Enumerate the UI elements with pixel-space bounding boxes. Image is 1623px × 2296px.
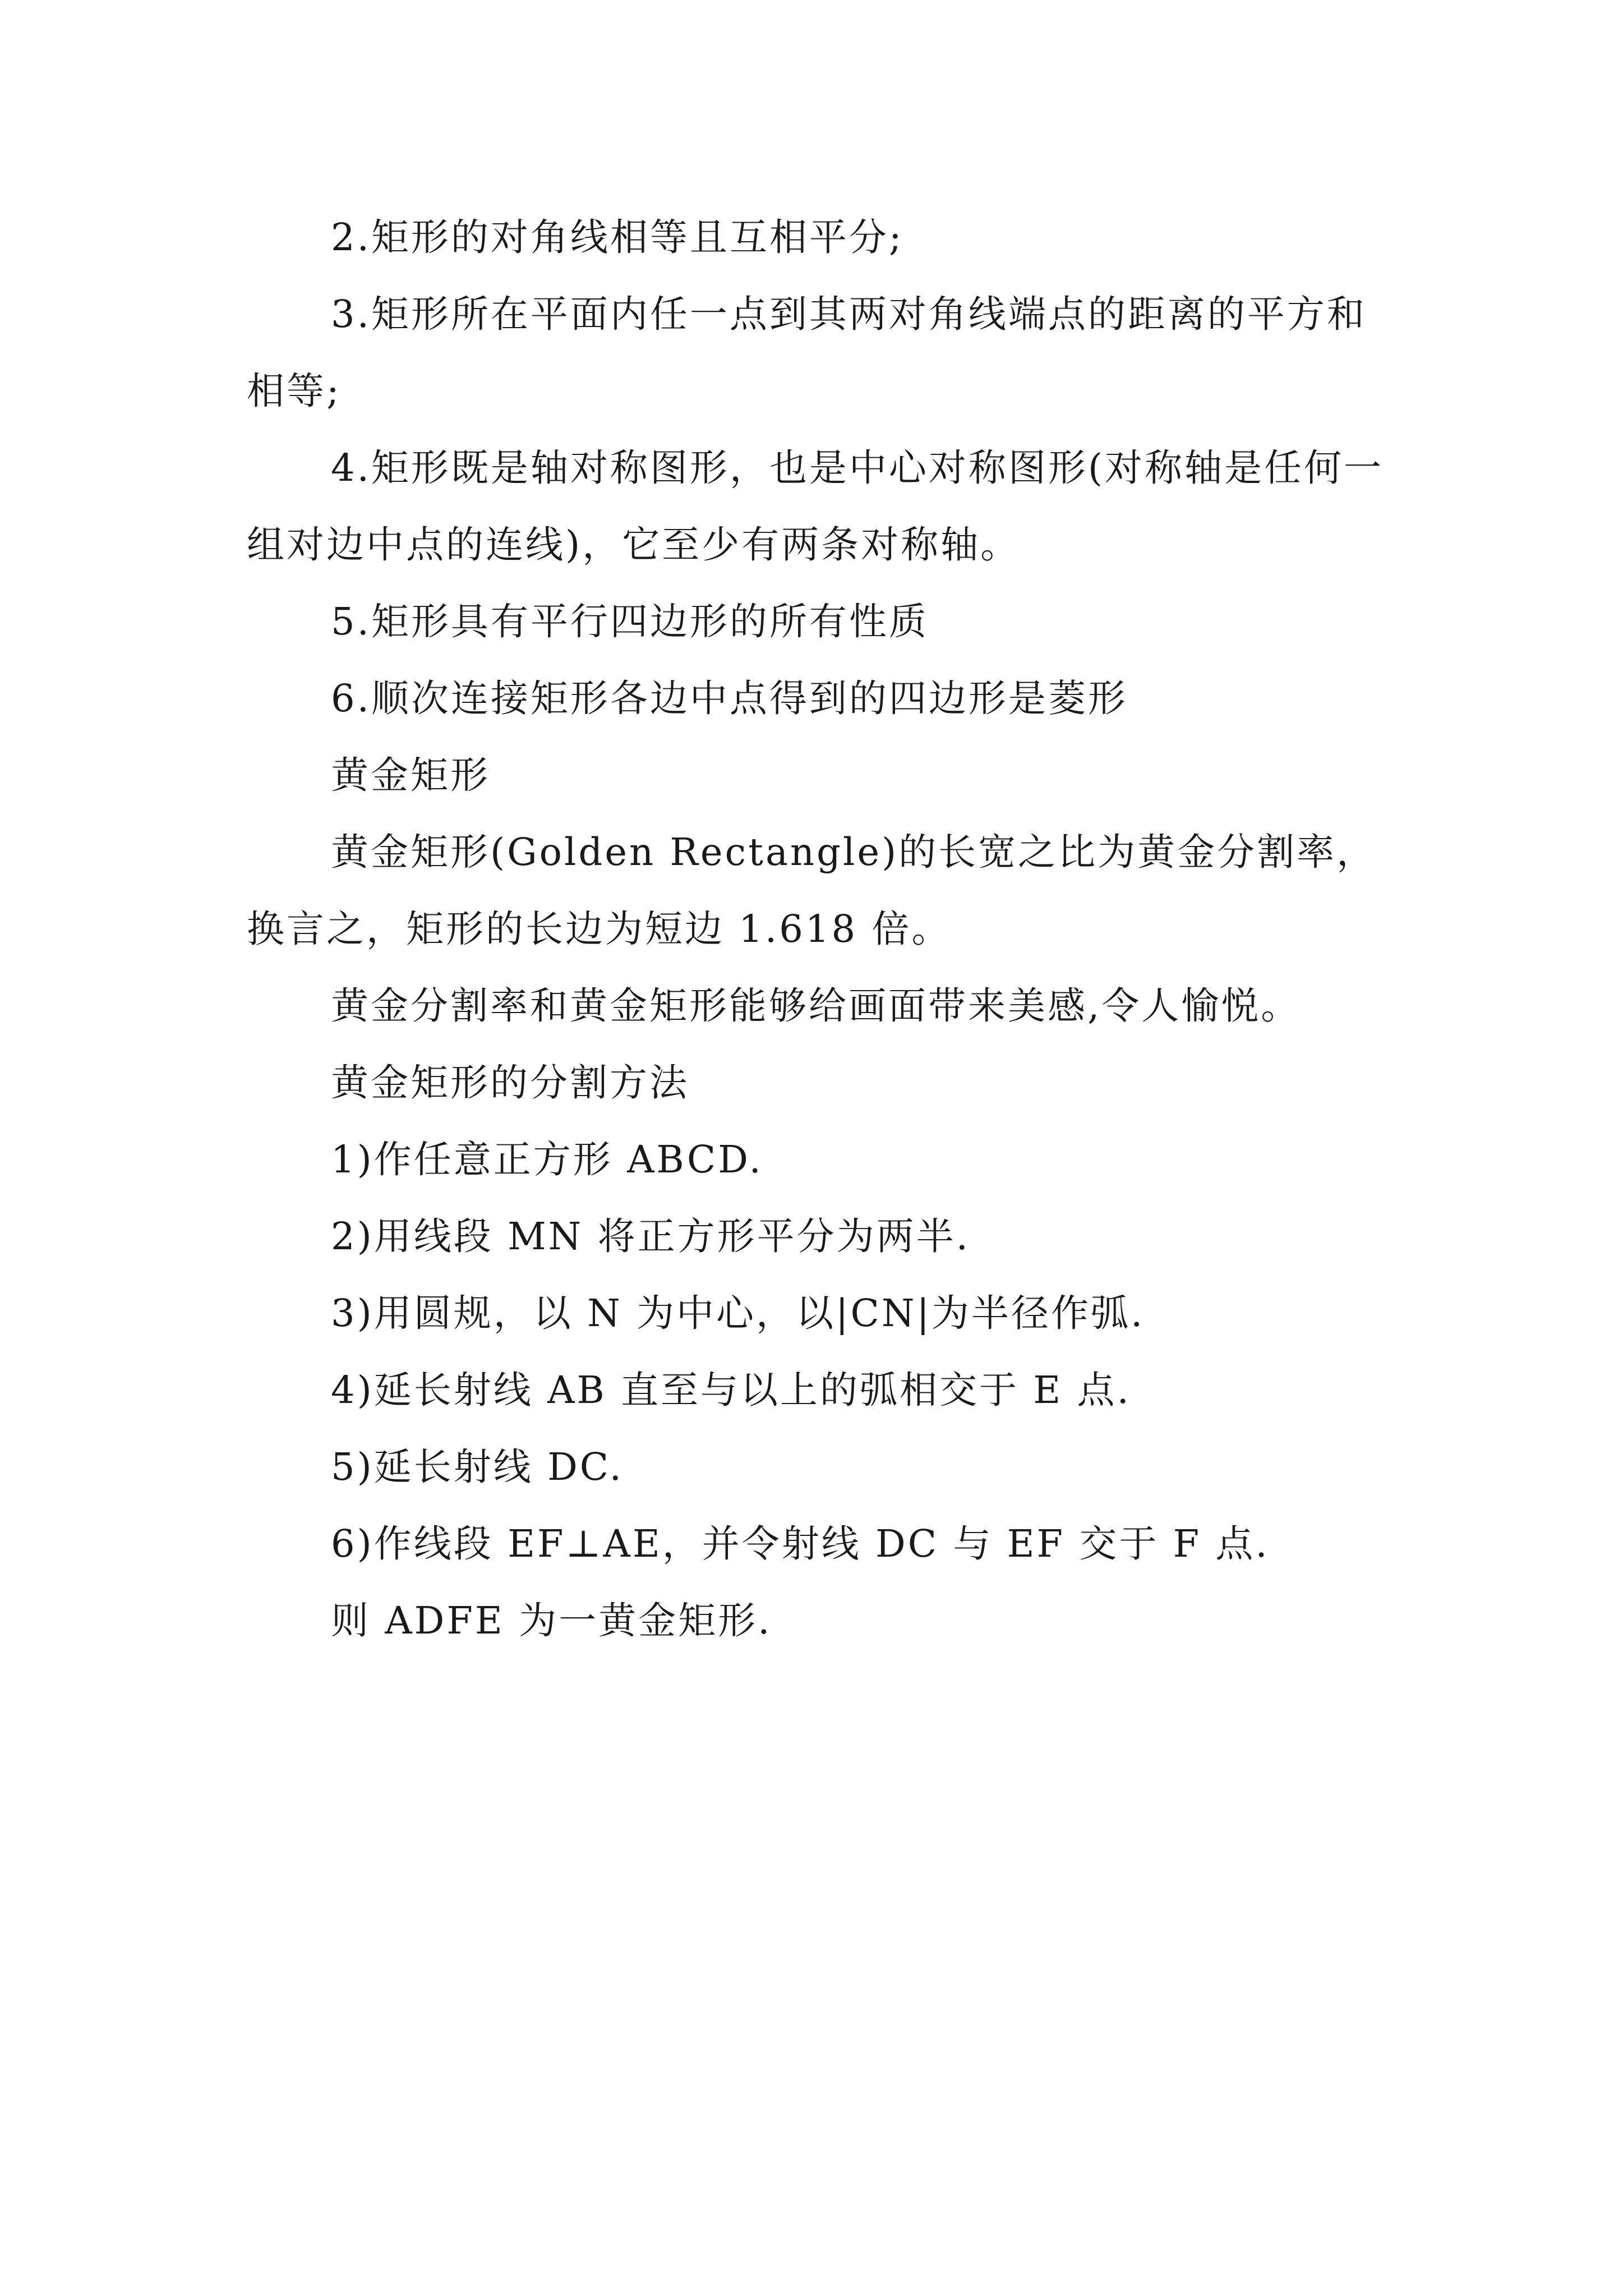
paragraph-golden-ratio-aesthetics: 黄金分割率和黄金矩形能够给画面带来美感,令人愉悦。 (331, 984, 1301, 1028)
step-1: 1)作任意正方形 ABCD. (331, 1138, 763, 1181)
paragraph-property-5: 5.矩形具有平行四边形的所有性质 (331, 600, 929, 643)
paragraph-property-4: 4.矩形既是轴对称图形，也是中心对称图形(对称轴是任何一组对边中点的连线)，它至少有两条对称轴。 (247, 446, 1384, 567)
step-5: 5)延长射线 DC. (331, 1445, 624, 1489)
section-heading-division-method: 黄金矩形的分割方法 (331, 1061, 689, 1105)
paragraph-property-2: 2.矩形的对角线相等且互相平分; (331, 215, 904, 259)
step-3: 3)用圆规，以 N 为中心，以|CN|为半径作弧. (331, 1291, 1145, 1335)
conclusion: 则 ADFE 为一黄金矩形. (331, 1599, 772, 1642)
paragraph-golden-rectangle-definition: 黄金矩形(Golden Rectangle)的长宽之比为黄金分割率，换言之，矩形的长边为短边 1.618 倍。 (247, 830, 1377, 951)
step-2: 2)用线段 MN 将正方形平分为两半. (331, 1214, 970, 1258)
document-body (247, 199, 1391, 1659)
section-heading-golden-rectangle: 黄金矩形 (331, 753, 490, 797)
step-6: 6)作线段 EF⊥AE，并令射线 DC 与 EF 交于 F 点. (331, 1522, 1270, 1566)
step-4: 4)延长射线 AB 直至与以上的弧相交于 E 点. (331, 1368, 1131, 1412)
paragraph-property-6: 6.顺次连接矩形各边中点得到的四边形是菱形 (331, 677, 1128, 720)
paragraph-property-3: 3.矩形所在平面内任一点到其两对角线端点的距离的平方和相等; (247, 292, 1367, 413)
